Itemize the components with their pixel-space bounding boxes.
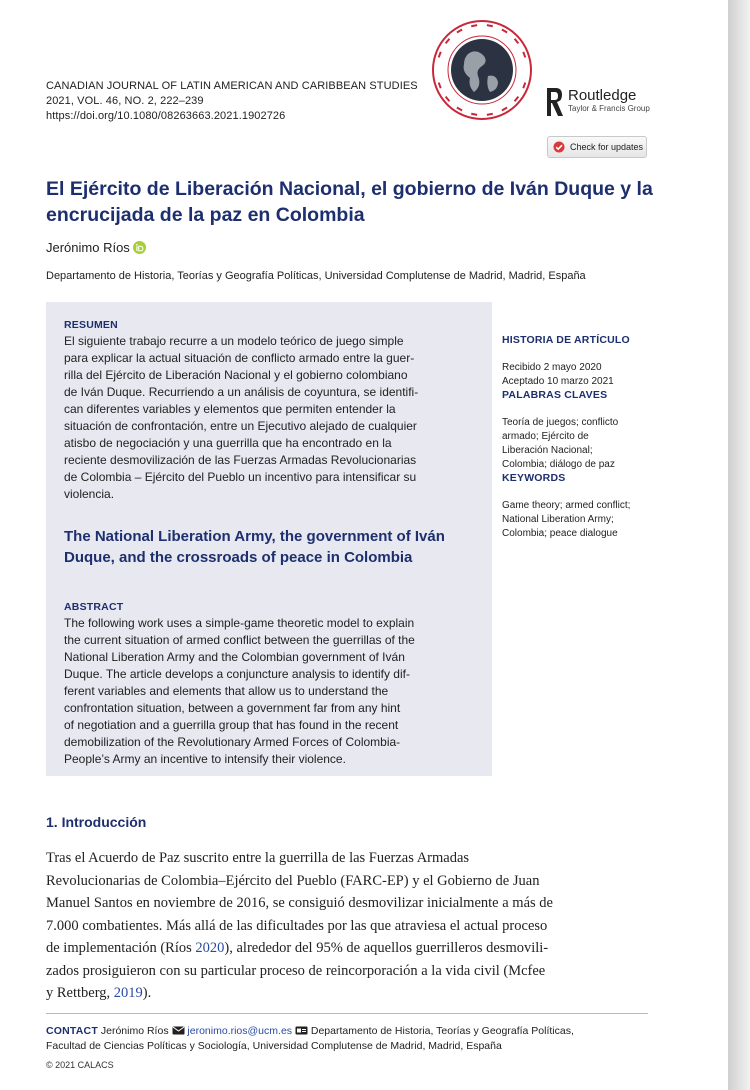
address-icon xyxy=(295,1026,308,1035)
contact-footnote xyxy=(46,1024,656,1054)
resumen-text: El siguiente trabajo recurre a un modelo teórico de juego simple para explicar la actual situación de conflicto armado entre la guer- rilla del Ejército de Liberación Nacional y el gobierno colombiano de Iván Duque. Recurriendo a un análisis de coyuntura, se identifi- can diferentes variables y elementos que permiten entender la situación de confrontación, entre un Ejecutivo alejado de cualquier atisbo de negociación y una guerrilla que ha encontrado en la reciente desmovilización de las Fuerzas Armadas Revolucionarias de Colombia – Ejército del Pueblo un incentivo para intensificar su violencia. xyxy=(64,334,419,501)
orcid-icon[interactable] xyxy=(133,241,146,254)
copyright-notice: © 2021 CALACS xyxy=(46,1060,114,1070)
intro-text-part3: ). xyxy=(142,985,152,1001)
email-icon xyxy=(172,1026,185,1035)
resumen-label: RESUMEN xyxy=(64,319,118,331)
history-text: Recibido 2 mayo 2020 Aceptado 10 marzo 2021 xyxy=(502,362,614,387)
journal-header xyxy=(46,79,418,124)
abstract-label: ABSTRACT xyxy=(64,601,124,613)
abstract-text: The following work uses a simple-game theoretic model to explain the current situation of armed conflict between the guerrillas of the National Liberation Army and the Colombian government of Iván Duque. The article develops a conjuncture analysis to identify dif- ferent variables and elements that allow us to understand the confrontation situation, between a government far from any hint of negotiation and a guerrilla group that has found in the recent demobilization of the Revolutionary Armed Forces of Colombia- People’s Army an incentive to intensify their violence. xyxy=(64,616,415,766)
citation-link-rios[interactable]: 2020 xyxy=(195,940,225,956)
journal-volume: 2021, VOL. 46, NO. 2, 222–239 xyxy=(46,95,204,107)
journal-seal-logo xyxy=(430,18,534,122)
citation-link-mcfee[interactable]: 2019 xyxy=(113,985,143,1001)
author-name: Jerónimo Ríos xyxy=(46,240,130,255)
check-updates-icon xyxy=(553,141,565,153)
check-updates-label: Check for updates xyxy=(570,142,644,152)
palabras-text: Teoría de juegos; conflicto armado; Ejército de Liberación Nacional; Colombia; diálogo de paz xyxy=(502,417,619,470)
contact-address-line2: Facultad de Ciencias Políticas y Sociología, Universidad Complutense de Madrid, Madrid, España xyxy=(46,1040,502,1052)
footer-divider xyxy=(46,1013,648,1014)
introduction-paragraph xyxy=(46,847,648,1005)
check-for-updates-button[interactable] xyxy=(547,136,647,158)
keywords-block xyxy=(502,457,630,541)
publisher-block xyxy=(568,88,650,114)
contact-address-line1: Departamento de Historia, Teorías y Geografía Políticas, xyxy=(310,1025,574,1037)
journal-doi-link[interactable]: https://doi.org/10.1080/08263663.2021.1902726 xyxy=(46,110,286,122)
history-label: HISTORIA DE ARTÍCULO xyxy=(502,334,630,346)
english-title: The National Liberation Army, the government of Iván Duque, and the crossroads of peace in Colombia xyxy=(64,528,445,566)
keywords-text: Game theory; armed conflict; National Liberation Army; Colombia; peace dialogue xyxy=(502,500,631,539)
author-line xyxy=(46,240,146,255)
author-affiliation: Departamento de Historia, Teorías y Geografía Políticas, Universidad Complutense de Madrid, Madrid, España xyxy=(46,270,586,282)
intro-text-part1: Tras el Acuerdo de Paz suscrito entre la guerrilla de las Fuerzas Armadas Revolucionarias de Colombia–Ejército del Pueblo (FARC-EP) y el Gobierno de Juan Manuel Santos en noviembre de 2016, se consiguió desmovilizar inicialmente a más de 7.000 combatientes. Más allá de las dificultades por las que atraviesa el actual proceso de implementación (Ríos xyxy=(46,850,553,956)
publisher-group: Taylor & Francis Group xyxy=(568,104,650,113)
contact-name: Jerónimo Ríos xyxy=(100,1025,169,1037)
contact-label: CONTACT xyxy=(46,1025,98,1037)
page-edge xyxy=(728,0,750,1090)
palabras-label: PALABRAS CLAVES xyxy=(502,389,608,401)
article-title: El Ejército de Liberación Nacional, el gobierno de Iván Duque y la encrucijada de la paz en Colombia xyxy=(46,178,653,226)
keywords-label: KEYWORDS xyxy=(502,472,566,484)
publisher-name: Routledge xyxy=(568,87,637,104)
introduction-heading: 1. Introducción xyxy=(46,814,147,830)
routledge-logo-icon xyxy=(543,84,565,120)
intro-text-part2: ), alrededor del 95% de aquellos guerrilleros desmovili- zados prosiguieron con su particular proceso de reincorporación a la vida civil (Mcfee y Rettberg, xyxy=(46,940,549,1001)
journal-name: CANADIAN JOURNAL OF LATIN AMERICAN AND CARIBBEAN STUDIES xyxy=(46,80,418,92)
contact-email-link[interactable]: jeronimo.rios@ucm.es xyxy=(187,1025,293,1037)
